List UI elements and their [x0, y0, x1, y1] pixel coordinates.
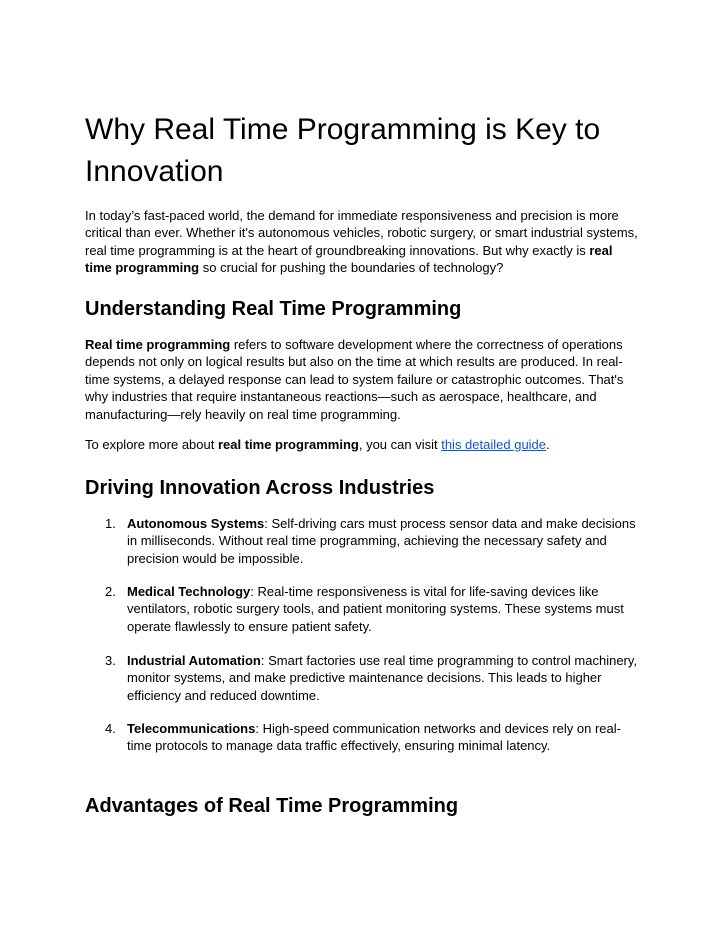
list-item-title: Industrial Automation: [127, 653, 261, 668]
intro-bold-term: real time programming: [85, 242, 613, 276]
section-heading-driving: Driving Innovation Across Industries: [85, 477, 435, 499]
explore-text-1: To explore more about: [85, 437, 218, 452]
explore-paragraph: [85, 436, 640, 453]
list-item-title: Telecommunications: [127, 721, 256, 736]
list-item-text: : Self-driving cars must process sensor data and make decisions in milliseconds. Without real time programming, achieving the necessary safety and precision would be impossible.: [127, 516, 636, 566]
explore-text-3: .: [546, 437, 550, 452]
intro-text-2: so crucial for pushing the boundaries of technology?: [199, 260, 504, 276]
list-item-text: : High-speed communication networks and devices rely on real-time protocols to manage data traffic effectively, ensuring minimal latency.: [127, 721, 621, 754]
list-item-number: 2.: [105, 584, 116, 599]
detailed-guide-link[interactable]: this detailed guide: [441, 437, 547, 452]
page-title: Why Real Time Programming is Key to Innovation: [85, 113, 601, 188]
intro-text-1: In today’s fast-paced world, the demand for immediate responsiveness and precision is more critical than ever. Whether it's autonomous vehicles, robotic surgery, or smart industrial systems, real time programming is at the heart of groundbreaking innovations. But why exactly is: [85, 208, 638, 258]
list-item-body: [127, 720, 640, 755]
list-item-text: : Smart factories use real time programming to control machinery, monitor systems, and make predictive maintenance decisions. This leads to higher efficiency and reduced downtime.: [127, 653, 638, 703]
definition-paragraph: [85, 336, 640, 423]
list-item-number: 3.: [105, 653, 116, 668]
explore-text-2: , you can visit: [358, 437, 442, 452]
list-item-number: 1.: [105, 516, 116, 531]
definition-bold-term: Real time programming: [85, 337, 231, 352]
list-item-text: : Real-time responsiveness is vital for life-saving devices like ventilators, robotic surgery tools, and patient monitoring systems. These systems must operate flawlessly to ensure patient safety.: [127, 584, 624, 634]
intro-paragraph: [85, 207, 640, 277]
list-item-body: [127, 515, 640, 567]
list-item-title: Autonomous Systems: [127, 516, 265, 531]
list-item-number: 4.: [105, 721, 116, 736]
section-heading-advantages: Advantages of Real Time Programming: [85, 795, 459, 817]
explore-bold-term: real time programming: [217, 437, 359, 452]
list-item-title: Medical Technology: [127, 584, 251, 599]
list-item-body: [127, 583, 640, 635]
section-heading-understanding: Understanding Real Time Programming: [85, 298, 462, 320]
list-item-body: [127, 652, 640, 704]
definition-text: refers to software development where the correctness of operations depends not only on logical results but also on the time at which results are produced. In real-time systems, a delayed response can lead to system failure or catastrophic outcomes. That's why industries that require instantaneous reactions—such as aerospace, healthcare, and manufacturing—rely heavily on real time programming.: [85, 337, 624, 422]
